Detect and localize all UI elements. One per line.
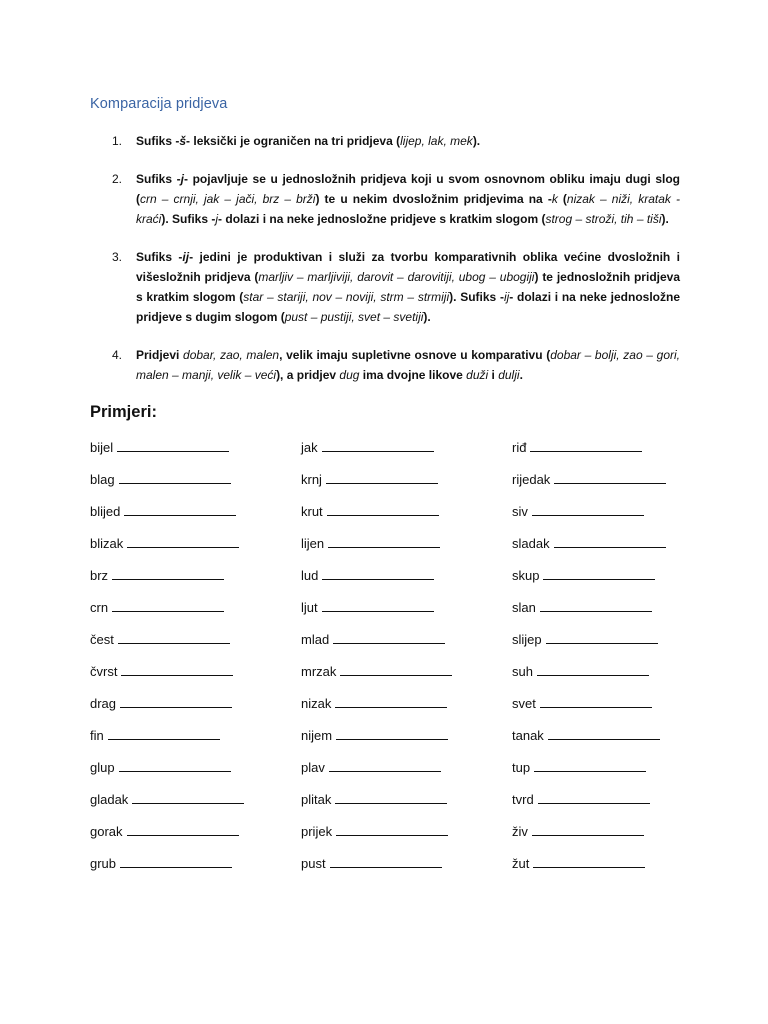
answer-blank[interactable] (546, 629, 658, 644)
answer-blank[interactable] (124, 501, 236, 516)
rule-text (136, 131, 680, 151)
page-title: Komparacija pridjeva (90, 96, 228, 112)
example-word: čest (90, 632, 114, 647)
rule-text-segment: - leksički je ograničen na tri pridjeva ( (186, 134, 401, 148)
example-word: brz (90, 568, 109, 583)
answer-blank[interactable] (121, 661, 233, 676)
example-word: plav (301, 760, 325, 775)
answer-blank[interactable] (335, 693, 447, 708)
example-row (512, 725, 666, 757)
answer-blank[interactable] (554, 469, 666, 484)
example-row (512, 597, 666, 629)
example-word: rijedak (512, 472, 551, 487)
rule-text-segment: i (488, 368, 499, 382)
example-row (301, 533, 452, 565)
example-row (512, 629, 666, 661)
rule-text-segment: dobar – bolji, zao – gori, malen – manji, velik – veći (136, 348, 680, 382)
example-word: bijel (90, 440, 114, 455)
answer-blank[interactable] (322, 597, 434, 612)
example-word: tup (512, 760, 531, 775)
examples-column-3 (512, 437, 666, 885)
answer-blank[interactable] (328, 533, 440, 548)
example-word: gladak (90, 792, 129, 807)
example-word: tanak (512, 728, 544, 743)
rule-item (90, 131, 680, 151)
rule-text-segment: ) te u nekim dvosložnim pridjevima na - (315, 192, 552, 206)
answer-blank[interactable] (548, 725, 660, 740)
example-row (301, 469, 452, 501)
example-word: sladak (512, 536, 550, 551)
example-word: gorak (90, 824, 123, 839)
answer-blank[interactable] (322, 565, 434, 580)
answer-blank[interactable] (336, 821, 448, 836)
example-row (90, 821, 244, 853)
example-row (90, 757, 244, 789)
example-row (301, 629, 452, 661)
example-row (512, 501, 666, 533)
example-row (90, 629, 244, 661)
rule-text-segment: ). Sufiks - (161, 212, 216, 226)
rule-text-segment: ). (423, 310, 431, 324)
answer-blank[interactable] (532, 501, 644, 516)
example-row (90, 597, 244, 629)
rule-text-segment: ). (661, 212, 669, 226)
example-word: suh (512, 664, 533, 679)
rule-text-segment: star – stariji, nov – noviji, strm – strmiji (243, 290, 450, 304)
example-word: slan (512, 600, 536, 615)
example-word: slijep (512, 632, 542, 647)
rule-text-segment: dobar, zao, malen (183, 348, 280, 362)
examples-heading: Primjeri: (90, 403, 157, 421)
answer-blank[interactable] (336, 725, 448, 740)
answer-blank[interactable] (108, 725, 220, 740)
example-row (90, 533, 244, 565)
answer-blank[interactable] (540, 693, 652, 708)
example-row (301, 853, 452, 885)
examples-column-1 (90, 437, 244, 885)
example-word: nijem (301, 728, 333, 743)
rule-item (90, 247, 680, 327)
example-word: mlad (301, 632, 330, 647)
rule-text-segment: lijep, lak, mek (400, 134, 473, 148)
example-word: fin (90, 728, 104, 743)
answer-blank[interactable] (322, 437, 434, 452)
answer-blank[interactable] (543, 565, 655, 580)
example-row (301, 437, 452, 469)
example-word: jak (301, 440, 318, 455)
example-word: čvrst (90, 664, 118, 679)
example-row (512, 565, 666, 597)
answer-blank[interactable] (554, 533, 666, 548)
rule-text-segment: duži (466, 368, 489, 382)
rule-text (136, 345, 680, 385)
example-row (301, 501, 452, 533)
example-row (512, 853, 666, 885)
answer-blank[interactable] (538, 789, 650, 804)
example-word: lijen (301, 536, 325, 551)
rule-text-segment: marljiv – marljiviji, darovit – darovitiji, ubog – ubogiji (258, 270, 535, 284)
example-word: glup (90, 760, 115, 775)
rule-number: 3. (112, 250, 123, 264)
rule-text-segment: nizak – niži, kratak - kraći (136, 192, 680, 226)
answer-blank[interactable] (327, 501, 439, 516)
rule-text-segment: ij (182, 250, 190, 264)
example-word: crn (90, 600, 109, 615)
answer-blank[interactable] (532, 821, 644, 836)
answer-blank[interactable] (120, 853, 232, 868)
example-row (512, 789, 666, 821)
example-row (90, 725, 244, 757)
rule-text-segment: ). Sufiks - (449, 290, 504, 304)
rule-text-segment: Sufiks - (136, 134, 180, 148)
example-row (90, 693, 244, 725)
rule-text-segment: crn – crnji, jak – jači, brz – brži (140, 192, 316, 206)
answer-blank[interactable] (340, 661, 452, 676)
example-row (512, 693, 666, 725)
example-word: plitak (301, 792, 332, 807)
rule-text-segment: - jedini je produktivan i služi za tvorbu komparativnih oblika većine dvosložnih i višesložnih pridjeva ( (136, 250, 680, 284)
answer-blank[interactable] (112, 597, 224, 612)
rule-text-segment: pust – pustiji, svet – svetiji (284, 310, 424, 324)
answer-blank[interactable] (117, 437, 229, 452)
example-row (512, 821, 666, 853)
example-word: riđ (512, 440, 527, 455)
example-word: prijek (301, 824, 333, 839)
rule-item (90, 345, 680, 385)
example-row (512, 533, 666, 565)
answer-blank[interactable] (335, 789, 447, 804)
example-word: svet (512, 696, 536, 711)
answer-blank[interactable] (333, 629, 445, 644)
rule-text-segment: ij (503, 290, 510, 304)
answer-blank[interactable] (534, 757, 646, 772)
example-row (512, 757, 666, 789)
answer-blank[interactable] (330, 853, 442, 868)
example-row (512, 437, 666, 469)
example-row (512, 661, 666, 693)
rule-text (136, 169, 680, 229)
rule-text-segment: ima dvojne likove (359, 368, 467, 382)
example-row (301, 725, 452, 757)
example-row (301, 789, 452, 821)
example-word: živ (512, 824, 528, 839)
example-row (90, 853, 244, 885)
rule-text-segment: . (519, 368, 523, 382)
rule-text-segment: ) te jednosložnih pridjeva s kratkim slogom ( (136, 270, 680, 304)
answer-blank[interactable] (127, 533, 239, 548)
answer-blank[interactable] (120, 693, 232, 708)
example-word: krnj (301, 472, 322, 487)
example-word: blag (90, 472, 115, 487)
answer-blank[interactable] (540, 597, 652, 612)
example-row (90, 469, 244, 501)
answer-blank[interactable] (326, 469, 438, 484)
example-word: grub (90, 856, 117, 871)
rule-text-segment: - dolazi i na neke jednosložne pridjeve s kratkim slogom ( (218, 212, 546, 226)
example-row (301, 693, 452, 725)
example-word: krut (301, 504, 323, 519)
rule-text-segment: Sufiks - (136, 250, 183, 264)
rule-number: 2. (112, 172, 123, 186)
rule-text-segment: dulji (498, 368, 520, 382)
rule-text-segment: ), a pridjev (276, 368, 340, 382)
answer-blank[interactable] (119, 757, 231, 772)
example-word: blizak (90, 536, 124, 551)
rule-text (136, 247, 680, 327)
rule-text-segment: Pridjevi (136, 348, 184, 362)
example-word: žut (512, 856, 530, 871)
rule-text-segment: strog – stroži, tih – tiši (545, 212, 662, 226)
example-row (90, 661, 244, 693)
answer-blank[interactable] (118, 629, 230, 644)
example-word: ljut (301, 600, 318, 615)
example-row (301, 757, 452, 789)
answer-blank[interactable] (530, 437, 642, 452)
example-word: blijed (90, 504, 121, 519)
example-word: siv (512, 504, 528, 519)
rule-text-segment: Sufiks - (136, 172, 181, 186)
example-word: skup (512, 568, 540, 583)
example-word: mrzak (301, 664, 337, 679)
example-word: nizak (301, 696, 332, 711)
answer-blank[interactable] (329, 757, 441, 772)
answer-blank[interactable] (112, 565, 224, 580)
answer-blank[interactable] (127, 821, 239, 836)
example-row (512, 469, 666, 501)
rule-number: 1. (112, 134, 123, 148)
example-row (90, 501, 244, 533)
example-row (301, 821, 452, 853)
rules-list (90, 131, 680, 403)
rule-item (90, 169, 680, 229)
answer-blank[interactable] (537, 661, 649, 676)
example-word: pust (301, 856, 326, 871)
rule-number: 4. (112, 348, 123, 362)
answer-blank[interactable] (533, 853, 645, 868)
example-row (301, 661, 452, 693)
examples-column-2 (301, 437, 452, 885)
example-row (90, 789, 244, 821)
example-word: tvrd (512, 792, 534, 807)
rule-text-segment: k (551, 192, 558, 206)
rule-text-segment: , velik imaju supletivne osnove u komparativu ( (279, 348, 551, 362)
example-row (301, 565, 452, 597)
rule-text-segment: š (179, 134, 187, 148)
example-word: lud (301, 568, 319, 583)
answer-blank[interactable] (132, 789, 244, 804)
rule-text-segment: ( (557, 192, 567, 206)
rule-text-segment: ). (472, 134, 481, 148)
rule-text-segment: j (180, 172, 184, 186)
rule-text-segment: j (215, 212, 219, 226)
rule-text-segment: - pojavljuje se u jednosložnih pridjeva koji u svom osnovnom obliku imaju dugi slog ( (136, 172, 680, 206)
rule-text-segment: dug (339, 368, 360, 382)
answer-blank[interactable] (119, 469, 231, 484)
example-row (301, 597, 452, 629)
rule-text-segment: - dolazi i na neke jednosložne pridjeve s dugim slogom ( (136, 290, 680, 324)
example-word: drag (90, 696, 117, 711)
example-row (90, 437, 244, 469)
example-row (90, 565, 244, 597)
